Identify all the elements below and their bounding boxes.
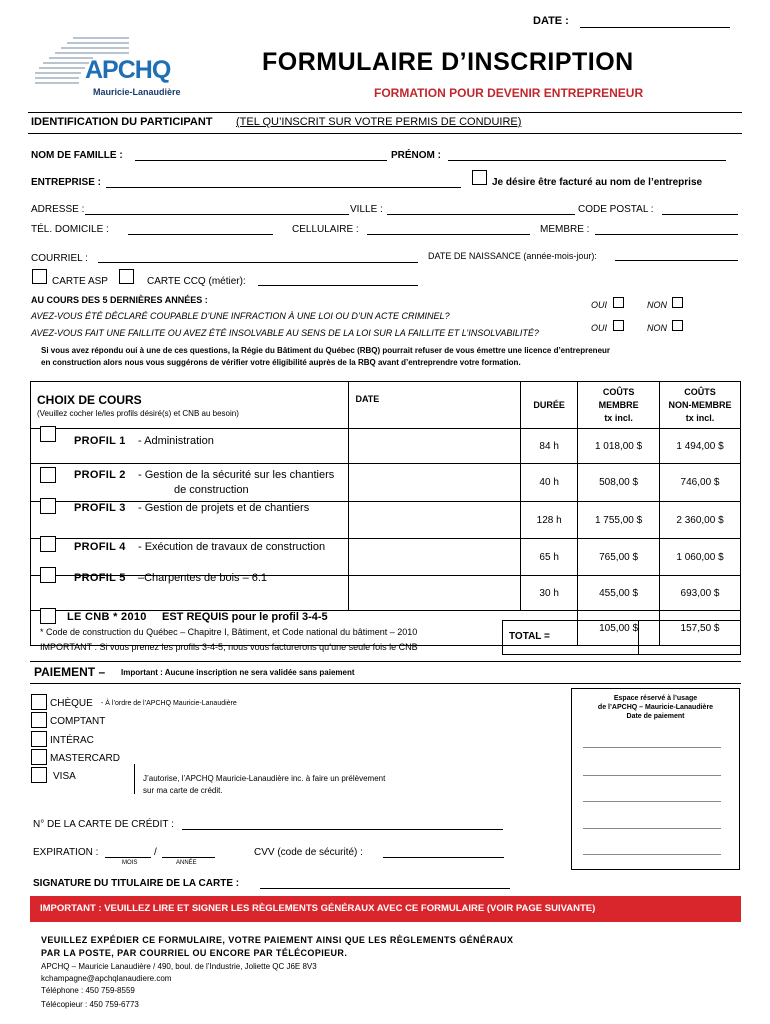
profil-5-nonmembre: 693,00 $	[660, 576, 741, 611]
mois-label: MOIS	[122, 860, 138, 866]
form-title: FORMULAIRE D’INSCRIPTION	[262, 48, 634, 76]
nonmembre-header	[660, 382, 741, 429]
cheque-label: CHÈQUE	[50, 698, 93, 709]
course-row-profil-1	[31, 429, 741, 464]
reserved-line-a	[583, 747, 721, 748]
adresse-field[interactable]	[85, 214, 349, 215]
profil-1-duree: 84 h	[521, 429, 578, 464]
reserved-line1: Espace réservé à l’usage	[613, 695, 698, 702]
visa-label: VISA	[53, 771, 76, 782]
cvv-field[interactable]	[383, 857, 504, 858]
profil-4-membre: 765,00 $	[578, 539, 660, 576]
profil-4-checkbox[interactable]	[40, 536, 56, 552]
expiration-label: EXPIRATION :	[33, 847, 99, 858]
date-label: DATE :	[533, 15, 569, 27]
courses-header-row	[31, 382, 741, 429]
course-row-profil-2	[31, 464, 741, 502]
oui-label-1: OUI	[591, 300, 608, 310]
facture-entreprise-checkbox[interactable]	[472, 170, 487, 185]
reserved-line-d	[583, 828, 721, 829]
choix-heading: CHOIX DE COURS	[37, 392, 142, 407]
cvv-label: CVV (code de sécurité) :	[254, 847, 363, 858]
reserved-line-e	[583, 854, 721, 855]
cellulaire-field[interactable]	[367, 234, 530, 235]
nonmembre-header-l2: NON-MEMBRE	[668, 399, 732, 410]
membre-label: MEMBRE :	[540, 224, 590, 235]
profil-2-label: PROFIL 2	[74, 469, 126, 481]
profil-3-desc: - Gestion de projets et de chantiers	[138, 502, 310, 514]
identification-heading-note: (TEL QU’INSCRIT SUR VOTRE PERMIS DE CONDUIRE)	[236, 116, 522, 128]
total-box	[502, 620, 639, 655]
reserved-line-c	[583, 801, 721, 802]
membre-header-l1: COÛTS	[602, 386, 635, 397]
carte-ccq-field[interactable]	[258, 285, 418, 286]
form-subtitle: FORMATION POUR DEVENIR ENTREPRENEUR	[374, 86, 644, 100]
apchq-logo	[33, 30, 203, 105]
profil-5-label: PROFIL 5	[74, 572, 126, 584]
cheque-checkbox[interactable]	[31, 694, 47, 710]
expiration-slash: /	[154, 847, 157, 858]
signature-label: SIGNATURE DU TITULAIRE DE LA CARTE :	[33, 878, 240, 889]
profil-1-membre: 1 018,00 $	[578, 429, 660, 464]
history-heading: AU COURS DES 5 DERNIÈRES ANNÉES :	[31, 295, 208, 305]
duree-header: DURÉE	[521, 382, 578, 429]
question-infraction: AVEZ-VOUS ÉTÉ DÉCLARÉ COUPABLE D’UNE INFRACTION À UNE LOI OU D’UN ACTE CRIMINEL?	[31, 311, 450, 321]
courriel-label: COURRIEL :	[31, 253, 88, 264]
reserved-line-b	[583, 775, 721, 776]
payment-heading-note: Important : Aucune inscription ne sera validée sans paiement	[121, 668, 355, 677]
profil-3-checkbox[interactable]	[40, 498, 56, 514]
mastercard-checkbox[interactable]	[31, 749, 47, 765]
profil-4-cell	[31, 539, 349, 576]
profil-4-nonmembre: 1 060,00 $	[660, 539, 741, 576]
courriel-field[interactable]	[98, 262, 418, 263]
reserved-line2: de l’APCHQ – Mauricie-Lanaudière	[597, 704, 714, 711]
comptant-label: COMPTANT	[50, 716, 106, 727]
reserved-box	[571, 688, 740, 870]
membre-header	[578, 382, 660, 429]
card-number-field[interactable]	[182, 829, 503, 830]
important-banner	[30, 896, 741, 922]
ville-label: VILLE :	[350, 204, 383, 215]
carte-asp-checkbox[interactable]	[32, 269, 47, 284]
profil-1-desc: - Administration	[138, 435, 214, 447]
interac-label: INTÉRAC	[50, 735, 94, 746]
profil-3-label: PROFIL 3	[74, 502, 126, 514]
code-postal-field[interactable]	[662, 214, 738, 215]
cellulaire-label: CELLULAIRE :	[292, 224, 359, 235]
adresse-label: ADRESSE :	[31, 204, 85, 215]
profil-1-cell	[31, 429, 349, 464]
q2-non-checkbox[interactable]	[672, 320, 683, 331]
important-banner-text: IMPORTANT : VEUILLEZ LIRE ET SIGNER LES RÈGLEMENTS GÉNÉRAUX AVEC CE FORMULAIRE (VOIR PAGE SUIVANTE)	[40, 903, 596, 914]
membre-header-l2: MEMBRE	[598, 399, 639, 410]
nonmembre-header-l3: tx incl.	[685, 412, 715, 423]
course-row-profil-4	[31, 539, 741, 576]
profil-1-date[interactable]	[349, 429, 521, 464]
profil-4-date[interactable]	[349, 539, 521, 576]
expiration-month-field[interactable]	[105, 857, 151, 858]
total-value-box[interactable]	[639, 620, 741, 655]
non-label-2: NON	[647, 323, 667, 333]
date-naissance-label: DATE DE NAISSANCE (année-mois-jour):	[428, 251, 597, 261]
profil-2-cell	[31, 464, 349, 502]
entreprise-label: ENTREPRISE :	[31, 177, 102, 188]
cnb-checkbox[interactable]	[40, 608, 56, 624]
date-field[interactable]	[580, 27, 730, 28]
code-postal-label: CODE POSTAL :	[578, 204, 654, 215]
cheque-note: - À l’ordre de l’APCHQ Mauricie-Lanaudière	[101, 700, 237, 707]
footnote-cnb: * Code de construction du Québec – Chapitre I, Bâtiment, et Code national du bâtiment – 2010	[40, 627, 418, 637]
profil-3-cell	[31, 502, 349, 539]
profil-2-desc: - Gestion de la sécurité sur les chantiers	[138, 469, 335, 481]
logo-subtitle: Mauricie-Lanaudière	[93, 87, 181, 97]
rbq-note-line2: en construction alors nous vous suggérons de vérifier votre éligibilité auprès de la RBQ avant d’entreprendre votre formation.	[41, 358, 521, 367]
send-line1: VEUILLEZ EXPÉDIER CE FORMULAIRE, VOTRE PAIEMENT AINSI QUE LES RÈGLEMENTS GÉNÉRAUX	[41, 935, 514, 945]
courses-table	[30, 381, 741, 646]
profil-1-label: PROFIL 1	[74, 435, 126, 447]
logo-text: APCHQ	[85, 56, 171, 84]
email-line[interactable]: kchampagne@apchqlanaudiere.com	[41, 974, 172, 983]
visa-checkbox[interactable]	[31, 767, 47, 783]
profil-3-nonmembre: 2 360,00 $	[660, 502, 741, 539]
profil-4-label: PROFIL 4	[74, 541, 126, 553]
cnb-membre: 105,00 $	[578, 611, 660, 646]
ville-field[interactable]	[387, 214, 575, 215]
q1-non-checkbox[interactable]	[672, 297, 683, 308]
card-number-label: N° DE LA CARTE DE CRÉDIT :	[33, 819, 174, 830]
phone-line: Téléphone : 450 759-8559	[41, 986, 135, 995]
carte-ccq-checkbox[interactable]	[119, 269, 134, 284]
comptant-checkbox[interactable]	[31, 712, 47, 728]
profil-5-cell	[31, 572, 349, 611]
date-naissance-field[interactable]	[615, 260, 738, 261]
signature-field[interactable]	[260, 888, 510, 889]
authorization-line1: J’autorise, l’APCHQ Mauricie-Lanaudière inc. à faire un prélèvement	[143, 774, 386, 783]
send-line2: PAR LA POSTE, PAR COURRIEL OU ENCORE PAR TÉLÉCOPIEUR.	[41, 948, 348, 958]
total-label: TOTAL =	[509, 631, 550, 642]
choix-header	[31, 382, 349, 429]
oui-label-2: OUI	[591, 323, 608, 333]
non-label-1: NON	[647, 300, 667, 310]
profil-2-duree: 40 h	[521, 464, 578, 502]
nom-famille-label: NOM DE FAMILLE :	[31, 150, 123, 161]
carte-asp-label: CARTE ASP	[52, 276, 108, 287]
course-row-profil-3	[31, 502, 741, 539]
profil-2-date[interactable]	[349, 464, 521, 502]
fax-line: Télécopieur : 450 759-6773	[41, 1000, 139, 1009]
profil-5-duree: 30 h	[521, 576, 578, 611]
choix-note: (Veuillez cocher le/les profils désiré(s) et CNB au besoin)	[37, 408, 239, 418]
course-row-profil-5	[31, 576, 741, 611]
carte-ccq-label: CARTE CCQ (métier):	[147, 276, 246, 287]
profil-5-date[interactable]	[349, 576, 521, 611]
profil-5-checkbox[interactable]	[40, 567, 56, 583]
reserved-line3: Date de paiement	[626, 713, 685, 720]
entreprise-field[interactable]	[106, 187, 461, 188]
address-line: APCHQ – Mauricie Lanaudière / 490, boul. de l’Industrie, Joliette QC J6E 8V3	[41, 962, 317, 971]
membre-field[interactable]	[595, 234, 738, 235]
cnb-label: LE CNB * 2010	[67, 611, 147, 623]
facture-entreprise-label: Je désire être facturé au nom de l’entreprise	[492, 177, 703, 188]
nom-famille-field[interactable]	[135, 160, 387, 161]
profil-5-desc: –Charpentes de bois – 6.1	[138, 572, 268, 584]
tel-domicile-label: TÉL. DOMICILE :	[31, 224, 109, 235]
expiration-year-field[interactable]	[162, 857, 215, 858]
membre-header-l3: tx incl.	[604, 412, 633, 423]
q1-oui-checkbox[interactable]	[613, 297, 624, 308]
profil-2-checkbox[interactable]	[40, 467, 56, 483]
profil-3-membre: 1 755,00 $	[578, 502, 660, 539]
profil-2-nonmembre: 746,00 $	[660, 464, 741, 502]
interac-checkbox[interactable]	[31, 731, 47, 747]
profil-2-desc2: de construction	[174, 484, 249, 496]
profil-1-nonmembre: 1 494,00 $	[660, 429, 741, 464]
cnb-required: EST REQUIS pour le profil 3-4-5	[162, 611, 328, 623]
prenom-field[interactable]	[448, 160, 726, 161]
q2-oui-checkbox[interactable]	[613, 320, 624, 331]
profil-3-date[interactable]	[349, 502, 521, 539]
tel-domicile-field[interactable]	[128, 234, 273, 235]
cnb-nonmembre: 157,50 $	[660, 611, 741, 646]
footnote-important: IMPORTANT : Si vous prenez les profils 3-4-5, nous vous facturerons qu’une seule fois le CNB	[40, 642, 418, 652]
annee-label: ANNÉE	[176, 860, 197, 866]
authorization-line2: sur ma carte de crédit.	[143, 786, 223, 795]
rbq-note-line1: Si vous avez répondu oui à une de ces questions, la Régie du Bâtiment du Québec (RBQ) pourrait refuser de vous émettre une licence d’entrepreneur	[41, 346, 611, 355]
profil-1-checkbox[interactable]	[40, 426, 56, 442]
mastercard-label: MASTERCARD	[50, 753, 121, 764]
payment-heading: PAIEMENT –	[34, 665, 106, 679]
question-faillite: AVEZ-VOUS FAIT UNE FAILLITE OU AVEZ ÉTÉ INSOLVABLE AU SENS DE LA LOI SUR LA FAILLITE ET L’INSOLVABILITÉ?	[31, 328, 539, 338]
profil-4-duree: 65 h	[521, 539, 578, 576]
prenom-label: PRÉNOM :	[391, 150, 441, 161]
date-header: DATE	[349, 382, 521, 429]
profil-3-duree: 128 h	[521, 502, 578, 539]
profil-5-membre: 455,00 $	[578, 576, 660, 611]
profil-4-desc: - Exécution de travaux de construction	[138, 541, 326, 553]
identification-heading: IDENTIFICATION DU PARTICIPANT	[31, 116, 213, 128]
profil-2-membre: 508,00 $	[578, 464, 660, 502]
authorization-divider	[134, 764, 135, 794]
nonmembre-header-l1: COÛTS	[684, 386, 716, 397]
